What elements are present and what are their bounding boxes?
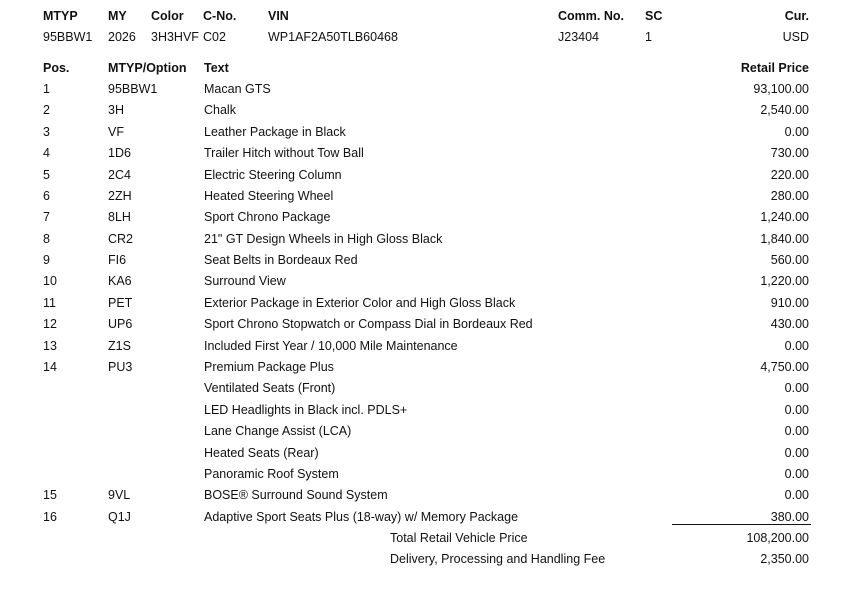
table-row [0,444,862,462]
header-value-my: 2026 [108,30,136,44]
row-price: 4,750.00 [760,360,809,374]
row-price: 730.00 [770,146,809,160]
total-value: 108,200.00 [746,531,809,545]
row-price: 1,220.00 [760,274,809,288]
column-header-pos: Pos. [43,61,70,75]
row-code: PU3 [108,360,133,374]
row-pos: 11 [43,296,56,310]
column-header-text: Text [204,61,229,75]
table-row [0,187,862,205]
row-text: Trailer Hitch without Tow Ball [204,146,364,160]
row-price: 0.00 [784,339,809,353]
header-label-color: Color [151,9,184,23]
row-code: 9VL [108,488,131,502]
row-text: Sport Chrono Package [204,210,331,224]
row-code: PET [108,296,133,310]
table-row [0,465,862,483]
row-price: 2,540.00 [760,103,809,117]
row-pos: 7 [43,210,50,224]
row-code: 95BBW1 [108,82,158,96]
header-value-vin: WP1AF2A50TLB60468 [268,30,398,44]
table-row [0,208,862,226]
table-row [0,401,862,419]
row-code: VF [108,125,124,139]
row-price: 0.00 [784,488,809,502]
row-text: Electric Steering Column [204,168,342,182]
row-code: FI6 [108,253,127,267]
header-label-comm-no: Comm. No. [558,9,624,23]
table-row [0,166,862,184]
table-row [0,272,862,290]
row-pos: 15 [43,488,57,502]
row-price: 0.00 [784,381,809,395]
row-pos: 14 [43,360,57,374]
row-price: 1,840.00 [760,232,809,246]
row-pos: 6 [43,189,50,203]
row-text: Sport Chrono Stopwatch or Compass Dial in Bordeaux Red [204,317,533,331]
row-text: Chalk [204,103,236,117]
row-text: Lane Change Assist (LCA) [204,424,352,438]
row-price: 0.00 [784,467,809,481]
row-pos: 13 [43,339,57,353]
fee-value: 2,350.00 [760,552,809,566]
subtotal-divider [672,524,811,525]
row-code: 8LH [108,210,131,224]
table-row [0,358,862,376]
row-price: 220.00 [770,168,809,182]
row-text: Panoramic Roof System [204,467,339,481]
row-price: 0.00 [784,446,809,460]
row-text: Macan GTS [204,82,271,96]
header-value-mtyp: 95BBW1 [43,30,93,44]
row-text: Exterior Package in Exterior Color and High Gloss Black [204,296,516,310]
row-price: 430.00 [770,317,809,331]
row-text: Surround View [204,274,286,288]
total-row [0,529,862,547]
row-text: Adaptive Sport Seats Plus (18-way) w/ Memory Package [204,510,519,524]
row-code: CR2 [108,232,134,246]
row-text: Ventilated Seats (Front) [204,381,336,395]
row-pos: 10 [43,274,57,288]
row-price: 1,240.00 [760,210,809,224]
row-text: BOSE® Surround Sound System [204,488,388,502]
row-price: 0.00 [784,125,809,139]
row-price: 93,100.00 [753,82,809,96]
row-text: LED Headlights in Black incl. PDLS+ [204,403,408,417]
header-labels-row [0,7,862,25]
header-value-cno: C02 [203,30,226,44]
row-pos: 4 [43,146,50,160]
header-value-sc: 1 [645,30,652,44]
header-label-sc: SC [645,9,663,23]
row-price: 910.00 [770,296,809,310]
table-row [0,379,862,397]
table-header-row [0,59,862,77]
row-pos: 3 [43,125,50,139]
row-text: Leather Package in Black [204,125,346,139]
fee-row [0,550,862,568]
header-label-vin: VIN [268,9,289,23]
column-header-option: MTYP/Option [108,61,187,75]
row-pos: 16 [43,510,57,524]
row-price: 0.00 [784,424,809,438]
row-pos: 12 [43,317,57,331]
row-code: 2ZH [108,189,132,203]
header-value-color: 3H3HVF [151,30,199,44]
column-header-price: Retail Price [740,61,809,75]
fee-label: Delivery, Processing and Handling Fee [390,552,606,566]
table-row [0,101,862,119]
row-code: 1D6 [108,146,131,160]
row-price: 0.00 [784,403,809,417]
row-code: KA6 [108,274,132,288]
header-value-currency: USD [782,30,809,44]
row-price: 380.00 [770,510,809,524]
row-text: Heated Seats (Rear) [204,446,319,460]
row-pos: 5 [43,168,50,182]
table-row [0,486,862,504]
header-values-row [0,28,862,46]
header-value-comm-no: J23404 [558,30,600,44]
header-label-mtyp: MTYP [43,9,78,23]
row-price: 560.00 [770,253,809,267]
table-row [0,251,862,269]
row-code: Q1J [108,510,131,524]
row-code: 3H [108,103,124,117]
table-row [0,230,862,248]
header-label-currency: Cur. [784,9,809,23]
row-code: UP6 [108,317,133,331]
row-pos: 8 [43,232,50,246]
row-code: Z1S [108,339,131,353]
row-pos: 9 [43,253,50,267]
row-text: Seat Belts in Bordeaux Red [204,253,358,267]
header-label-cno: C-No. [203,9,237,23]
table-row [0,315,862,333]
row-text: Included First Year / 10,000 Mile Maintenance [204,339,458,353]
row-pos: 1 [43,82,50,96]
table-row [0,144,862,162]
table-row [0,294,862,312]
row-text: Premium Package Plus [204,360,334,374]
table-row [0,80,862,98]
row-price: 280.00 [770,189,809,203]
header-label-my: MY [108,9,127,23]
table-row [0,123,862,141]
row-code: 2C4 [108,168,131,182]
row-pos: 2 [43,103,50,117]
total-label: Total Retail Vehicle Price [390,531,528,545]
table-row [0,422,862,440]
table-row [0,337,862,355]
row-text: Heated Steering Wheel [204,189,334,203]
row-text: 21" GT Design Wheels in High Gloss Black [204,232,443,246]
